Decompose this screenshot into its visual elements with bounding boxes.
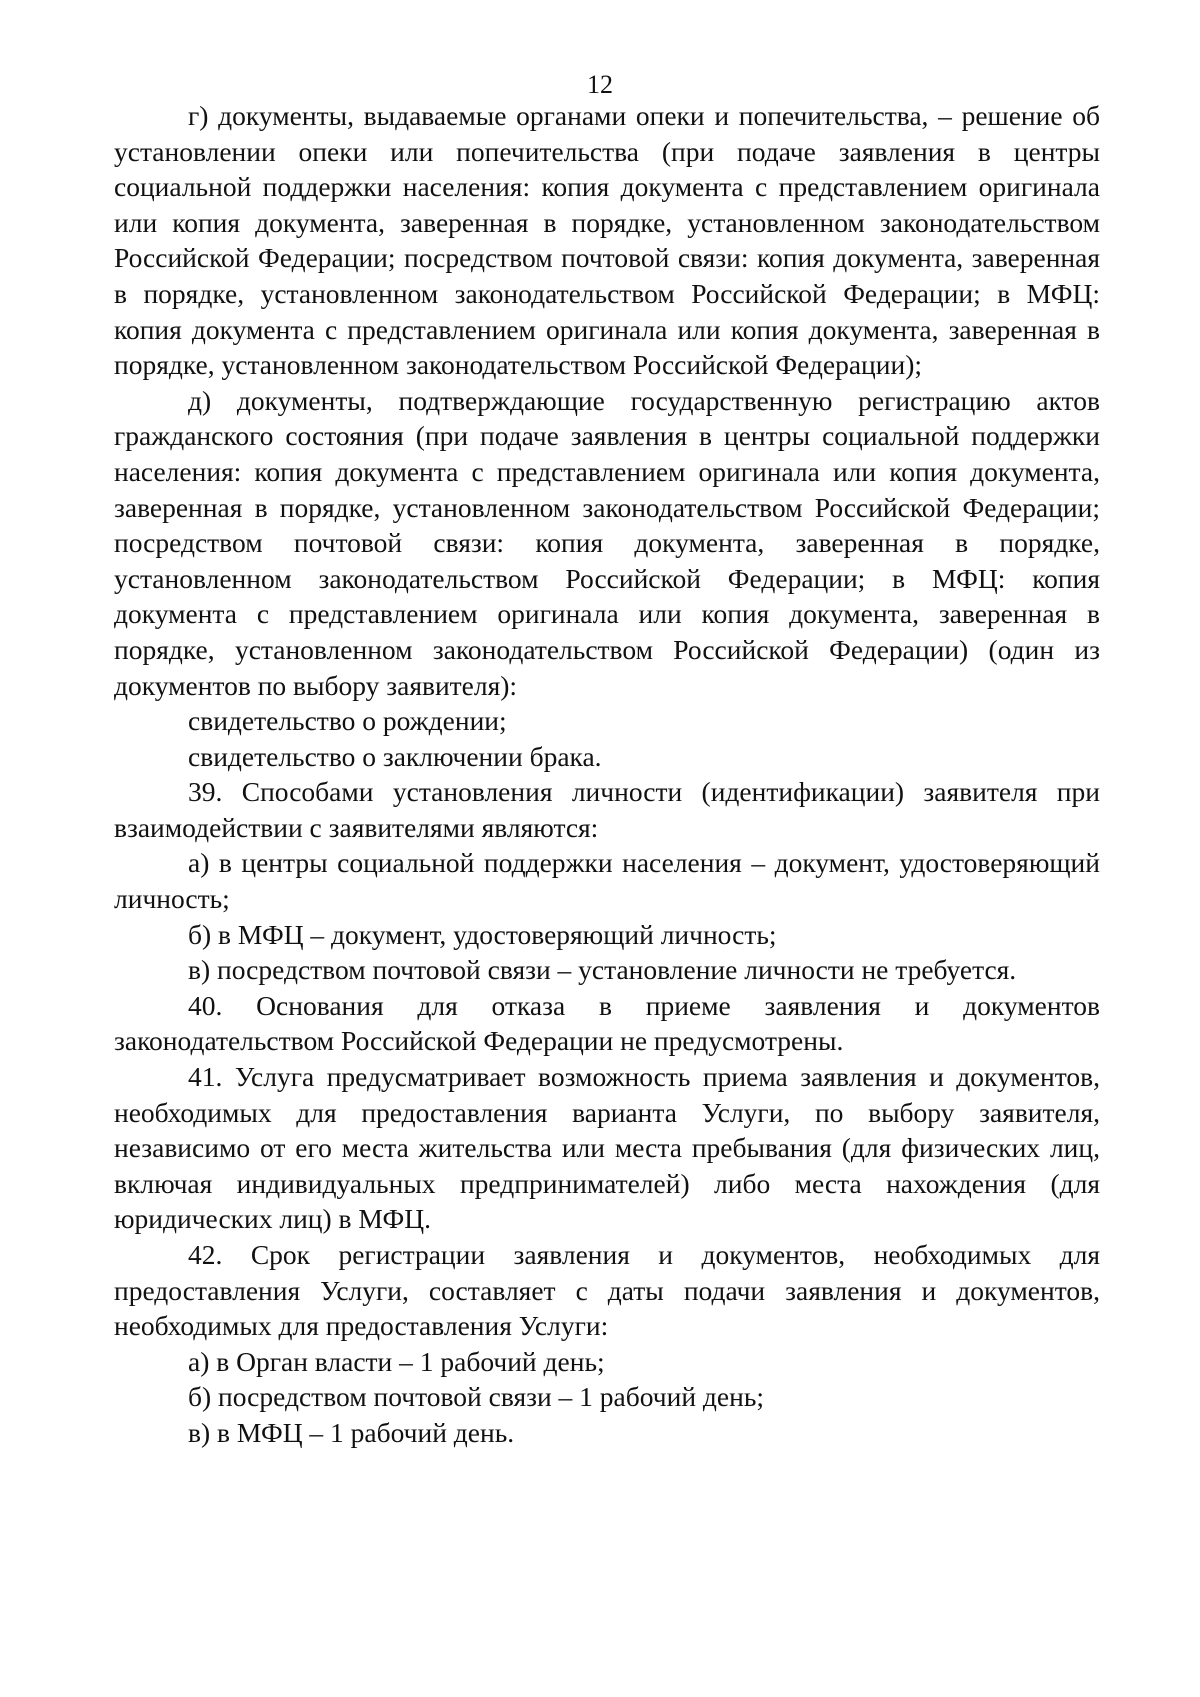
- paragraph-41-extraterritorial: 41. Услуга предусматривает возможность приема заявления и документов, необходимых для предоставления варианта Услуги, по выбору заявителя, независимо от его места жительства или места пребывания (для физических лиц, включая индивидуальных предпринимателей) либо места нахождения (для юридических лиц) в МФЦ.: [114, 1061, 1100, 1235]
- paragraph-42-v: в) в МФЦ – 1 рабочий день.: [188, 1416, 515, 1448]
- paragraph-39-identification: 39. Способами установления личности (идентификации) заявителя при взаимодействии с заявителями являются:: [114, 776, 1100, 843]
- paragraph-39-b: б) в МФЦ – документ, удостоверяющий личность;: [188, 918, 777, 950]
- paragraph-39-v: в) посредством почтовой связи – установление личности не требуется.: [188, 954, 1017, 986]
- document-body: [114, 98, 1100, 1451]
- paragraph-42-a: а) в Орган власти – 1 рабочий день;: [188, 1345, 605, 1377]
- paragraph-g-guardianship-documents: г) документы, выдаваемые органами опеки и попечительства, – решение об установлении опеки или попечительства (при подаче заявления в центры социальной поддержки населения: копия документа с представлением оригинала или копия документа, заверенная в порядке, установленном законодательством Российской Федерации; посредством почтовой связи: копия документа, заверенная в порядке, установленном законодательством Российской Федерации; в МФЦ: копия документа с представлением оригинала или копия документа, заверенная в порядке, установленном законодательством Российской Федерации);: [114, 100, 1100, 381]
- page-number: 12: [587, 70, 613, 99]
- paragraph-39-a: а) в центры социальной поддержки населения – документ, удостоверяющий личность;: [114, 847, 1100, 915]
- paragraph-42-b: б) посредством почтовой связи – 1 рабочий день;: [188, 1381, 765, 1413]
- paragraph-d-civil-registration-documents: д) документы, подтверждающие государственную регистрацию актов гражданского состояния (при подаче заявления в центры социальной поддержки населения: копия документа с представлением оригинала или копия документа, заверенная в порядке, установленном законодательством Российской Федерации; посредством почтовой связи: копия документа, заверенная в порядке, установленном законодательством Российской Федерации; в МФЦ: копия документа с представлением оригинала или копия документа, заверенная в порядке, установленном законодательством Российской Федерации) (один из документов по выбору заявителя):: [114, 384, 1100, 701]
- list-item-birth-certificate: свидетельство о рождении;: [188, 705, 507, 737]
- paragraph-42-registration-term: 42. Срок регистрации заявления и документов, необходимых для предоставления Услуги, составляет с даты подачи заявления и документов, необходимых для предоставления Услуги:: [114, 1239, 1100, 1342]
- list-item-marriage-certificate: свидетельство о заключении брака.: [188, 740, 602, 772]
- paragraph-40-refusal-grounds: 40. Основания для отказа в приеме заявления и документов законодательством Российской Федерации не предусмотрены.: [114, 989, 1100, 1057]
